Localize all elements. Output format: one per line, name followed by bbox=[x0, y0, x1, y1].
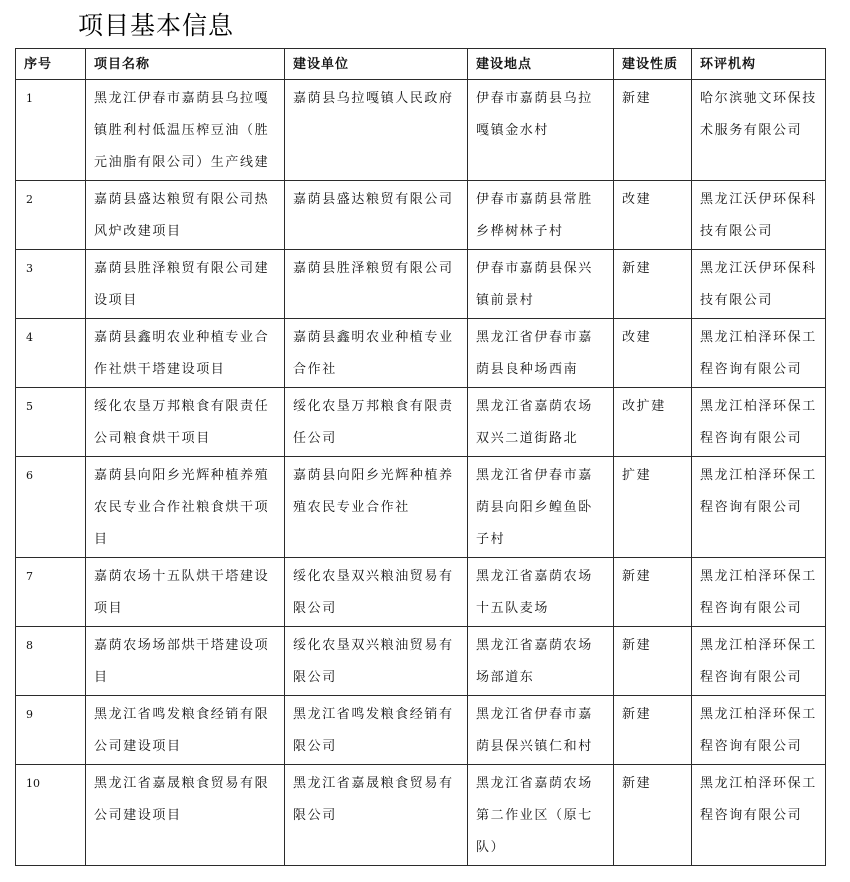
cell-builder: 绥化农垦双兴粮油贸易有限公司 bbox=[285, 558, 468, 627]
table-row bbox=[16, 627, 826, 696]
cell-project-name: 黑龙江伊春市嘉荫县乌拉嘎镇胜利村低温压榨豆油（胜元油脂有限公司）生产线建 bbox=[86, 80, 285, 181]
cell-serial: 1 bbox=[16, 80, 86, 181]
cell-eia-agency: 黑龙江柏泽环保工程咨询有限公司 bbox=[692, 627, 826, 696]
cell-location: 黑龙江省嘉荫农场十五队麦场 bbox=[468, 558, 614, 627]
table-header-row bbox=[16, 49, 826, 80]
cell-location: 伊春市嘉荫县保兴镇前景村 bbox=[468, 250, 614, 319]
table-row bbox=[16, 558, 826, 627]
table-row bbox=[16, 696, 826, 765]
cell-nature: 新建 bbox=[614, 696, 692, 765]
cell-builder: 黑龙江省嘉晟粮食贸易有限公司 bbox=[285, 765, 468, 866]
cell-serial: 5 bbox=[16, 388, 86, 457]
cell-eia-agency: 黑龙江沃伊环保科技有限公司 bbox=[692, 181, 826, 250]
cell-serial: 3 bbox=[16, 250, 86, 319]
cell-eia-agency: 黑龙江柏泽环保工程咨询有限公司 bbox=[692, 558, 826, 627]
cell-serial: 6 bbox=[16, 457, 86, 558]
cell-nature: 改建 bbox=[614, 181, 692, 250]
cell-location: 黑龙江省伊春市嘉荫县向阳乡鳇鱼卧子村 bbox=[468, 457, 614, 558]
cell-nature: 新建 bbox=[614, 80, 692, 181]
cell-eia-agency: 黑龙江柏泽环保工程咨询有限公司 bbox=[692, 457, 826, 558]
cell-project-name: 绥化农垦万邦粮食有限责任公司粮食烘干项目 bbox=[86, 388, 285, 457]
table-row bbox=[16, 319, 826, 388]
cell-project-name: 嘉荫农场十五队烘干塔建设项目 bbox=[86, 558, 285, 627]
project-info-table bbox=[15, 48, 826, 866]
table-row bbox=[16, 765, 826, 866]
cell-location: 黑龙江省嘉荫农场第二作业区（原七队） bbox=[468, 765, 614, 866]
cell-location: 黑龙江省嘉荫农场场部道东 bbox=[468, 627, 614, 696]
cell-project-name: 黑龙江省嘉晟粮食贸易有限公司建设项目 bbox=[86, 765, 285, 866]
header-cell-project-name: 项目名称 bbox=[86, 49, 285, 80]
header-cell-serial: 序号 bbox=[16, 49, 86, 80]
cell-builder: 黑龙江省鸣发粮食经销有限公司 bbox=[285, 696, 468, 765]
cell-serial: 4 bbox=[16, 319, 86, 388]
cell-builder: 绥化农垦双兴粮油贸易有限公司 bbox=[285, 627, 468, 696]
cell-serial: 8 bbox=[16, 627, 86, 696]
cell-eia-agency: 黑龙江柏泽环保工程咨询有限公司 bbox=[692, 696, 826, 765]
cell-serial: 10 bbox=[16, 765, 86, 866]
table-row bbox=[16, 457, 826, 558]
cell-location: 伊春市嘉荫县乌拉嘎镇金水村 bbox=[468, 80, 614, 181]
cell-location: 黑龙江省嘉荫农场双兴二道街路北 bbox=[468, 388, 614, 457]
cell-location: 伊春市嘉荫县常胜乡桦树林子村 bbox=[468, 181, 614, 250]
cell-serial: 9 bbox=[16, 696, 86, 765]
table-row bbox=[16, 250, 826, 319]
cell-nature: 新建 bbox=[614, 558, 692, 627]
cell-builder: 嘉荫县盛达粮贸有限公司 bbox=[285, 181, 468, 250]
header-cell-location: 建设地点 bbox=[468, 49, 614, 80]
cell-project-name: 嘉荫县胜泽粮贸有限公司建设项目 bbox=[86, 250, 285, 319]
cell-location: 黑龙江省伊春市嘉荫县良种场西南 bbox=[468, 319, 614, 388]
cell-serial: 2 bbox=[16, 181, 86, 250]
cell-eia-agency: 黑龙江柏泽环保工程咨询有限公司 bbox=[692, 319, 826, 388]
cell-eia-agency: 黑龙江沃伊环保科技有限公司 bbox=[692, 250, 826, 319]
cell-nature: 扩建 bbox=[614, 457, 692, 558]
cell-builder: 嘉荫县向阳乡光辉种植养殖农民专业合作社 bbox=[285, 457, 468, 558]
cell-nature: 改扩建 bbox=[614, 388, 692, 457]
header-cell-eia-agency: 环评机构 bbox=[692, 49, 826, 80]
cell-builder: 嘉荫县乌拉嘎镇人民政府 bbox=[285, 80, 468, 181]
cell-builder: 嘉荫县鑫明农业种植专业合作社 bbox=[285, 319, 468, 388]
cell-eia-agency: 黑龙江柏泽环保工程咨询有限公司 bbox=[692, 765, 826, 866]
cell-nature: 新建 bbox=[614, 627, 692, 696]
table-row bbox=[16, 181, 826, 250]
cell-nature: 改建 bbox=[614, 319, 692, 388]
cell-eia-agency: 哈尔滨驰文环保技术服务有限公司 bbox=[692, 80, 826, 181]
cell-project-name: 嘉荫县向阳乡光辉种植养殖农民专业合作社粮食烘干项目 bbox=[86, 457, 285, 558]
cell-builder: 嘉荫县胜泽粮贸有限公司 bbox=[285, 250, 468, 319]
cell-builder: 绥化农垦万邦粮食有限责任公司 bbox=[285, 388, 468, 457]
cell-location: 黑龙江省伊春市嘉荫县保兴镇仁和村 bbox=[468, 696, 614, 765]
cell-eia-agency: 黑龙江柏泽环保工程咨询有限公司 bbox=[692, 388, 826, 457]
page-title: 项目基本信息 bbox=[78, 11, 235, 40]
cell-project-name: 嘉荫县盛达粮贸有限公司热风炉改建项目 bbox=[86, 181, 285, 250]
cell-project-name: 嘉荫县鑫明农业种植专业合作社烘干塔建设项目 bbox=[86, 319, 285, 388]
table-row bbox=[16, 388, 826, 457]
header-cell-nature: 建设性质 bbox=[614, 49, 692, 80]
table-row bbox=[16, 80, 826, 181]
cell-nature: 新建 bbox=[614, 250, 692, 319]
cell-project-name: 黑龙江省鸣发粮食经销有限公司建设项目 bbox=[86, 696, 285, 765]
cell-nature: 新建 bbox=[614, 765, 692, 866]
cell-project-name: 嘉荫农场场部烘干塔建设项目 bbox=[86, 627, 285, 696]
header-cell-builder: 建设单位 bbox=[285, 49, 468, 80]
cell-serial: 7 bbox=[16, 558, 86, 627]
